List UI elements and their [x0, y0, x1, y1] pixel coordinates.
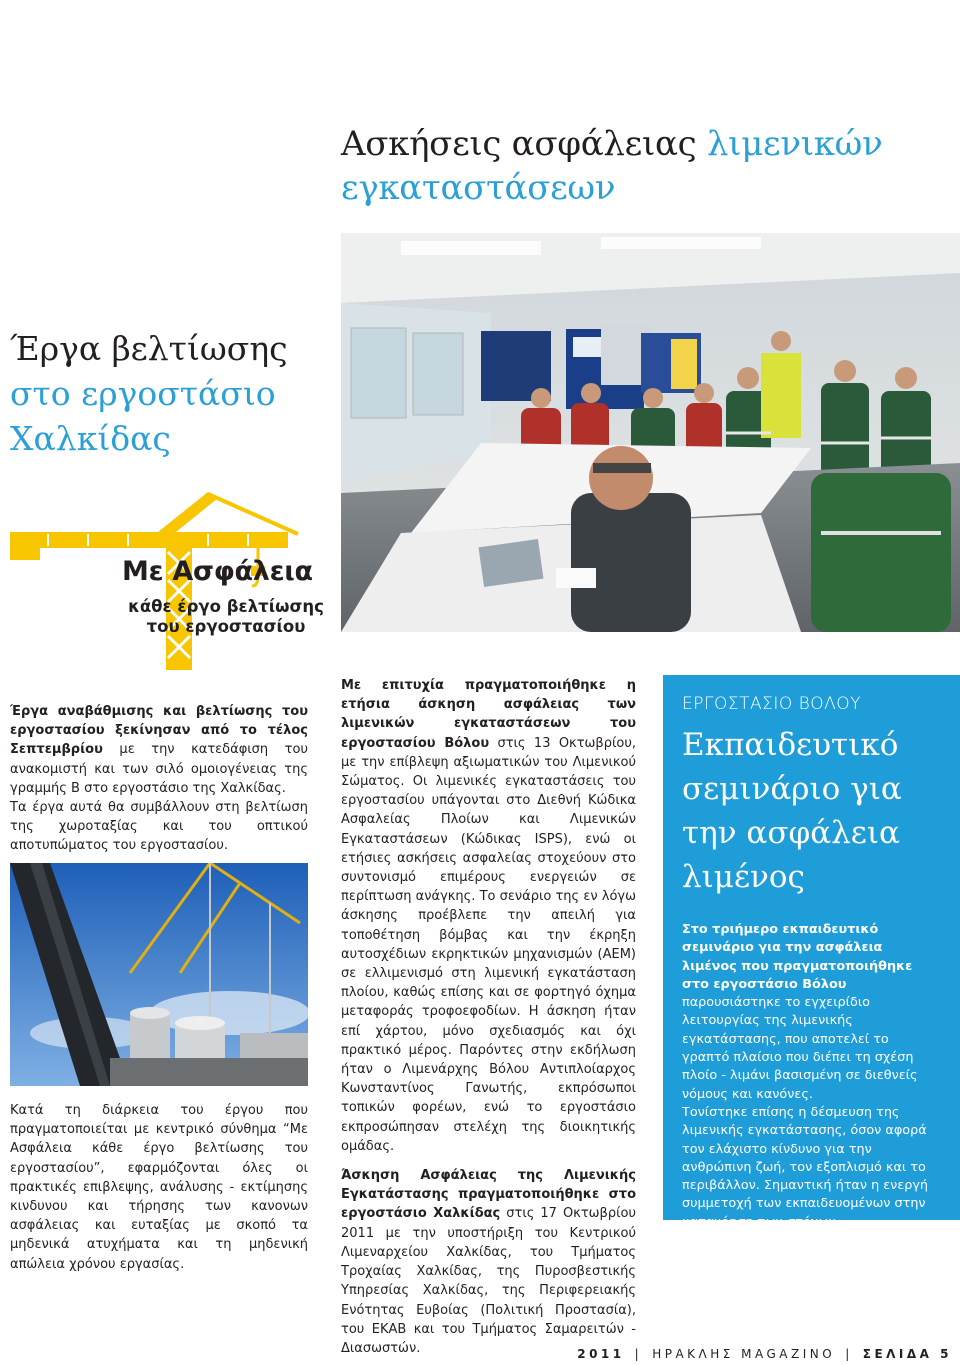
- left-intro-paragraph: [10, 702, 308, 798]
- page-footer: [577, 1347, 952, 1361]
- seminar-kicker: ΕΡΓΟΣΤΑΣΙΟ ΒΟΛΟΥ: [682, 694, 862, 714]
- seminar-title-line1: Εκπαιδευτικό: [682, 727, 899, 763]
- left-intro-bold: Έργα αναβάθμισης και βελτίωσης του εργοστασίου ξεκίνησαν από το τέλος Σεπτεμβρίου: [10, 704, 308, 758]
- seminar-title-line4: λιμένος: [682, 859, 805, 895]
- seminar-box: [663, 675, 960, 1230]
- middle-column-text: [341, 676, 636, 1358]
- seminar-body-bold: Στο τριήμερο εκπαιδευτικό σεμινάριο για την ασφάλεια λιμένος που πραγματοποιήθηκε στο εργοστάσιο Βόλου: [682, 922, 913, 992]
- page-title: [341, 122, 941, 210]
- seminar-title: [682, 723, 940, 899]
- title-part-accent: λιμενικών εγκαταστάσεων: [341, 124, 883, 208]
- chalkida-exercise-rest: στις 17 Οκτωβρίου 2011 με την υποστήριξη του Κεντρικού Λιμεναρχείου Χαλκίδας, του Τμήματος Τροχαίας Χαλκίδας, της Πυροσβεστικής Υπηρεσίας Χαλκίδας, της Περιφερειακής Ενότητας Ευβοίας (Πολιτική Προστασία), του ΕΚΑΒ και του Τμήματος Σαμαρειτών - Διασωστών.: [341, 1206, 636, 1356]
- footer-separator: |: [634, 1347, 643, 1361]
- logo-tagline-main: Με Ασφάλεια: [122, 556, 313, 587]
- section-title-line2: στο εργοστάσιο: [10, 374, 276, 413]
- footer-year: 2011: [577, 1347, 625, 1361]
- section-title-line1: Έργα βελτίωσης: [10, 329, 288, 368]
- volos-exercise-rest: στις 13 Οκτωβρίου, με την επίβλεψη αξιωματικών του Λιμενικού Σώματος. Οι λιμενικές εγκαταστάσεις του εργοστασίου υπάγονται στο Διεθνή Κώδικα Ασφαλείας Πλοίων και Λιμενικών Εγκαταστάσεων (Κώδικας ISPS), ενώ οι ετήσιες ασκήσεις ασφαλείας στοχεύουν στο συντονισμό επιμέρους ενεργειών σε περίπτωση ανάγκης. Το σενάριο της εν λόγω άσκησης προέβλεπε την απειλή για τοποθέτηση βόμβας και την έκρηξη αυτοσχέδιων εκρηκτικών μηχανισμών (ΑΕΜ) σε ελλιμενισμό στη λιμενική εγκατάσταση πλοίου, καθώς επίσης και σε φορτηγό όχημα μεταφοράς τροφοεφοδίων. Η άσκηση ήταν επί χάρτου, μόνο σχεδιασμός και όχι πρακτικό μέρος. Παρόντες στην εκδήλωση ήταν ο Λιμενάρχης Βόλου Αντιπλοίαρχος Κωνσταντίνος Γανωτής, εκπρόσωποι τοπικών φορέων, ενώ το εργοστάσιο εκπροσώπησαν στελέχη της διοικητικής ομάδας.: [341, 735, 636, 1154]
- seminar-body: [682, 921, 940, 1232]
- seminar-body-rest: παρουσιάστηκε το εγχειρίδιο λειτουργίας της λιμενικής εγκατάστασης, που αποτελεί το γραπτό πλαίσιο που διέπει τη σχέση πλοίο - λιμάνι βασισμένη σε διεθνείς νόμους και κανόνες.: [682, 995, 918, 1102]
- section-title: [10, 326, 330, 461]
- left-intro-paragraph-2: Τα έργα αυτά θα συμβάλλουν στη βελτίωση της χωροταξίας και του οπτικού αποτυπώματος του εργοστασίου.: [10, 800, 308, 854]
- logo-tagline-sub-line1: κάθε έργο βελτίωσης: [128, 597, 324, 616]
- chalkida-exercise-bold: Άσκηση Ασφάλειας της Λιμενικής Εγκατάστασης πραγματοποιήθηκε στο εργοστάσιο Χαλκίδας: [341, 1168, 636, 1222]
- meeting-photo: [341, 233, 960, 632]
- cranes-photo: [10, 863, 308, 1086]
- section-title-line3: Χαλκίδας: [10, 419, 171, 458]
- title-part-dark: Ασκήσεις ασφάλειας: [341, 124, 707, 164]
- left-intro-rest: με την κατεδάφιση του ανακομιστή και των σιλό ομοιογένειας της γραμμής Β στο εργοστάσιο της Χαλκίδας.: [10, 742, 308, 796]
- footer-separator-2: |: [845, 1347, 853, 1361]
- seminar-body-paragraph-2: Τονίστηκε επίσης η δέσμευση της λιμενικής εγκατάστασης, όσον αφορά τον ελάχιστο κίνδυνο για την ανθρώπινη ζωή, τον εξοπλισμό και το περιβάλλον. Σημαντική ήταν η ενεργή συμμετοχή των εκπαιδευομένων στην κατανόηση των στόχων.: [682, 1104, 929, 1230]
- seminar-title-line3: την ασφάλεια: [682, 815, 900, 851]
- volos-exercise-paragraph: [341, 676, 636, 1156]
- seminar-title-line2: σεμινάριο για: [682, 771, 902, 807]
- left-project-paragraph: Κατά τη διάρκεια του έργου που πραγματοποιείται με κεντρικό σύνθημα “Με Ασφάλεια κάθε έργο βελτίωσης του εργοστασίου”, εφαρμόζονται όλες οι πρακτικές επιβλεψης, ανάλυσης - εκτίμησης κινδυνου και τήρησης των κανονων ασφάλειας και ευταξίας με σκοπό τα μηδενικά ατυχήματα και τη μηδενική απώλεια χρόνου εργασίας.: [10, 1103, 308, 1272]
- footer-magazine: ΗΡΑΚΛΗΣ MAGAZINO: [652, 1347, 836, 1361]
- volos-exercise-bold: Με επιτυχία πραγματοποιήθηκε η ετήσια άσκηση ασφάλειας των λιμενικών εγκαταστάσεων του εργοστασίου Βόλου: [341, 678, 636, 751]
- seminar-body-paragraph-1: [682, 921, 940, 1104]
- left-project-text: [10, 1101, 308, 1274]
- logo-tagline-sub-line2: του εργοστασίου: [146, 617, 306, 636]
- logo-tagline-sub: [126, 597, 326, 637]
- left-intro-text: [10, 702, 308, 856]
- footer-page-number: ΣΕΛΙΔΑ 5: [862, 1347, 952, 1361]
- chalkida-exercise-paragraph: [341, 1166, 636, 1358]
